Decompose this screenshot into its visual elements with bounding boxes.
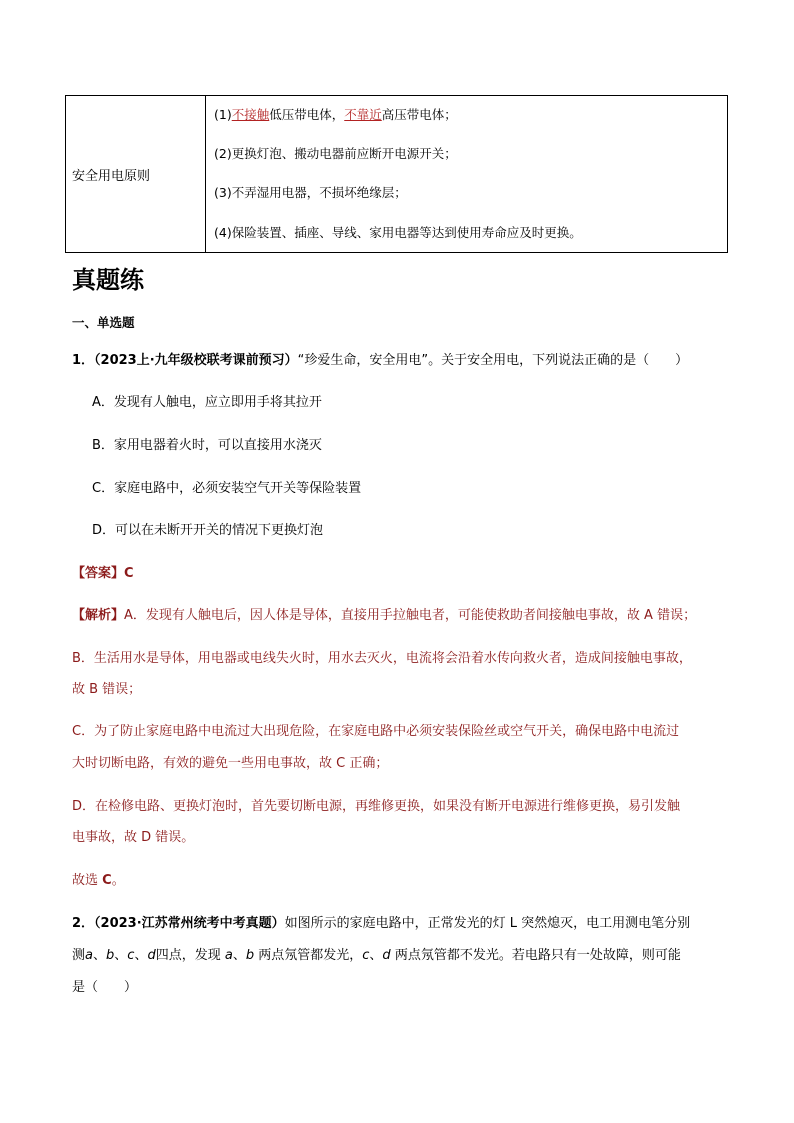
table-row-4: (4)保险装置、插座、导线、家用电器等达到使用寿命应及时更换。: [214, 225, 582, 240]
q2-text: 、: [114, 948, 128, 963]
option-c: C．家庭电路中，必须安装空气开关等保险装置: [92, 481, 362, 496]
analysis-tag: 【解析】: [72, 608, 125, 623]
question-1-stem: [72, 349, 688, 368]
point-d: d: [147, 948, 156, 963]
question-text: “珍爱生命，安全用电”。关于安全用电，下列说法正确的是（ ）: [297, 353, 689, 368]
analysis-b-line-1: B．生活用水是导体，用电器或电线失火时，用水去灭火，电流将会沿着水传向救火者，造成间接触电事故，: [72, 651, 692, 666]
q2-text: 、: [232, 948, 246, 963]
row1-text-1: 低压带电体，: [269, 107, 345, 122]
conclusion: [72, 869, 125, 888]
question-2-line-3: 是（ ）: [72, 980, 138, 995]
q2-text: 两点氖管都不发光。若电路只有一处故障，则可能: [390, 948, 681, 963]
question-type-heading: 一、单选题: [72, 315, 135, 330]
analysis-d-line-1: D．在检修电路、更换灯泡时，首先要切断电源，再维修更换，如果没有断开电源进行维修更换，易引发触: [72, 799, 681, 814]
q2-text: 两点氖管都发光，: [254, 948, 363, 963]
table-row-1: [214, 105, 457, 123]
question-text: 如图所示的家庭电路中，正常发光的灯 L 突然熄灭，电工用测电笔分别: [284, 916, 691, 931]
point-c: c: [362, 948, 370, 963]
question-number: 2．: [72, 916, 95, 931]
conclusion-prefix: 故选: [72, 873, 103, 888]
q2-text: 、: [92, 948, 106, 963]
safety-principles-table: [65, 95, 728, 253]
q2-text: 、: [134, 948, 148, 963]
analysis-d-line-2: 电事故，故 D 错误。: [72, 830, 195, 845]
question-2-line-1: [72, 912, 690, 931]
section-title: 真题练: [72, 265, 144, 294]
question-source: （2023上·九年级校联考课前预习）: [94, 353, 298, 368]
analysis-c-line-1: C．为了防止家庭电路中电流过大出现危险，在家庭电路中必须安装保险丝或空气开关，确保电路中电流过: [72, 724, 680, 739]
question-2-line-2: [72, 944, 681, 963]
row1-text-2: 高压带电体；: [381, 107, 457, 122]
table-row-2: (2)更换灯泡、搬动电器前应断开电源开关；: [214, 146, 457, 161]
option-d: D．可以在未断开开关的情况下更换灯泡: [92, 523, 324, 538]
analysis-a-text: A．发现有人触电后，因人体是导体，直接用手拉触电者，可能使救助者间接触电事故，故 A 错误；: [124, 608, 697, 623]
row1-underlined-2: 不靠近: [344, 107, 382, 122]
q2-text: 、: [369, 948, 383, 963]
q2-text: 四点，发现: [155, 948, 225, 963]
question-number: 1．: [72, 353, 95, 368]
analysis-c-line-2: 大时切断电路，有效的避免一些用电事故，故 C 正确；: [72, 756, 389, 771]
point-a: a: [85, 948, 93, 963]
option-b: B．家用电器着火时，可以直接用水浇灭: [92, 438, 322, 453]
point-c: c: [127, 948, 135, 963]
point-d: d: [382, 948, 391, 963]
conclusion-suffix: 。: [111, 873, 125, 888]
question-source: （2023·江苏常州统考中考真题）: [94, 916, 285, 931]
answer-value: C: [124, 566, 134, 581]
conclusion-answer: C: [102, 873, 112, 888]
table-header-cell: [66, 96, 206, 252]
table-content-cell: [206, 96, 727, 252]
answer-line: [72, 562, 134, 581]
point-b: b: [245, 948, 255, 963]
row1-underlined-1: 不接触: [231, 107, 270, 122]
option-a: A．发现有人触电，应立即用手将其拉开: [92, 395, 322, 410]
answer-tag: 【答案】: [72, 566, 125, 581]
analysis-b-line-2: 故 B 错误；: [72, 682, 142, 697]
point-a: a: [224, 948, 233, 963]
table-header: 安全用电原则: [72, 168, 151, 184]
analysis-a: [72, 604, 696, 623]
row1-prefix: (1): [214, 107, 232, 122]
table-row-3: (3)不弄湿用电器，不损坏绝缘层；: [214, 185, 407, 200]
point-b: b: [106, 948, 115, 963]
q2-text: 测: [72, 948, 86, 963]
